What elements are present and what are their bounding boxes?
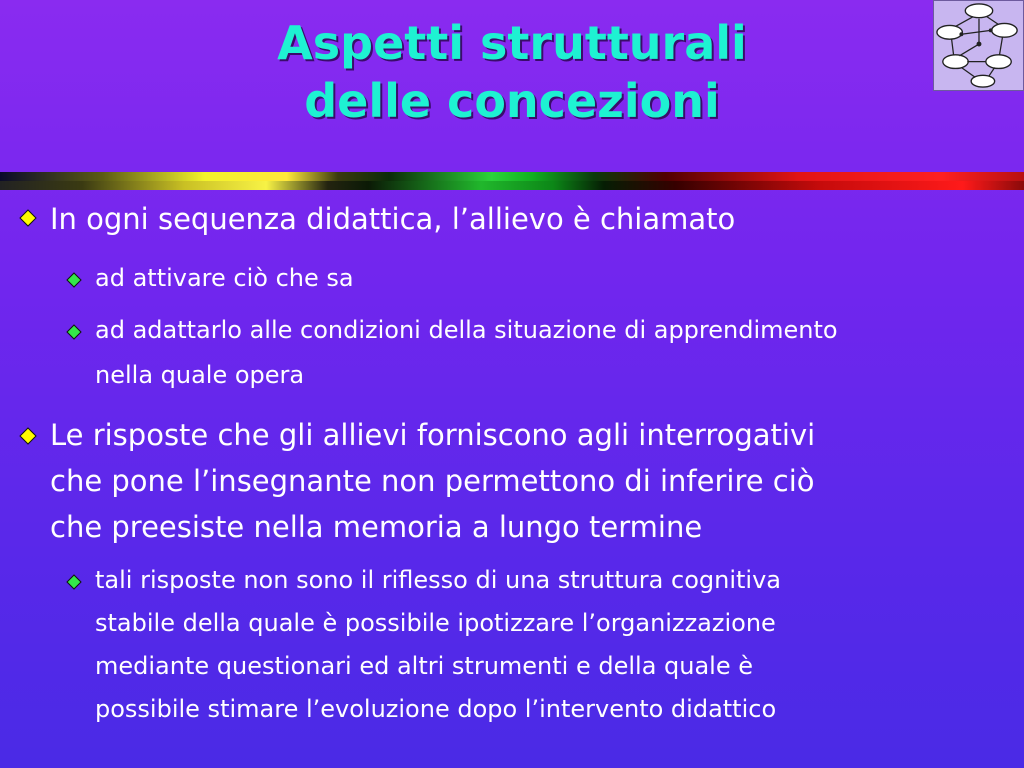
bullet-text: che pone l’insegnante non permettono di inferire ciò <box>50 464 815 498</box>
sub-bullet-text: tali risposte non sono il riflesso di una struttura cognitiva <box>95 566 781 594</box>
network-diagram-graphic <box>934 1 1023 90</box>
title-line-1: Aspetti strutturali <box>277 16 747 70</box>
sub-bullet-text: nella quale opera <box>95 361 305 389</box>
diamond-bullet-icon <box>66 574 82 590</box>
sub-bullet-text: mediante questionari ed altri strumenti e della quale è <box>95 652 754 680</box>
diamond-bullet-icon <box>66 324 82 340</box>
diamond-bullet-icon <box>18 426 38 446</box>
sub-bullet-text: stabile della quale è possibile ipotizzare l’organizzazione <box>95 609 776 637</box>
bullet-text: In ogni sequenza didattica, l’allievo è chiamato <box>50 202 736 236</box>
diamond-bullet-icon <box>66 272 82 288</box>
slide-title <box>0 14 1024 130</box>
rainbow-band-bottom <box>0 181 1024 190</box>
rainbow-band-top <box>0 172 1024 181</box>
sub-bullet-text: ad attivare ciò che sa <box>95 264 354 292</box>
bullet-text: Le risposte che gli allievi forniscono agli interrogativi <box>50 418 816 452</box>
title-line-2: delle concezioni <box>304 74 720 128</box>
sub-bullet-text: possibile stimare l’evoluzione dopo l’intervento didattico <box>95 695 777 723</box>
diamond-bullet-icon <box>18 208 38 228</box>
bullet-text: che preesiste nella memoria a lungo termine <box>50 510 703 544</box>
network-diagram-icon <box>933 0 1024 91</box>
sub-bullet-text: ad adattarlo alle condizioni della situazione di apprendimento <box>95 316 838 344</box>
rainbow-divider <box>0 172 1024 190</box>
